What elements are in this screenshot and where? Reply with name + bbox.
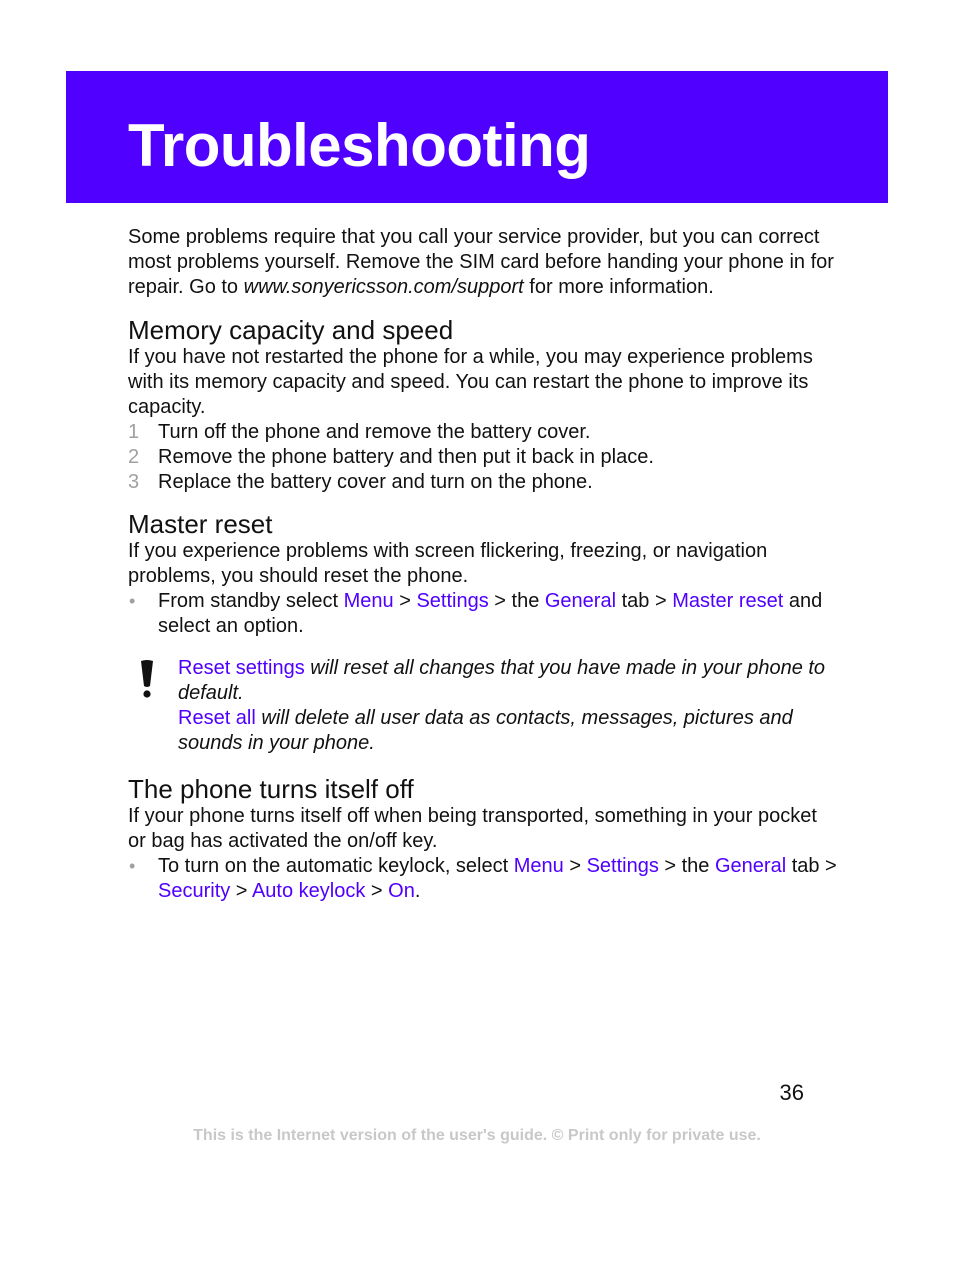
bullet-text: tab > <box>786 855 837 877</box>
step-item <box>128 470 838 495</box>
step-text: Turn off the phone and remove the battery cover. <box>158 421 591 443</box>
intro-text-after: for more information. <box>523 276 714 298</box>
settings-link: Settings <box>586 855 659 877</box>
turns-off-heading: The phone turns itself off <box>128 774 414 804</box>
list-item <box>128 854 838 904</box>
reset-all-link: Reset all <box>178 707 256 729</box>
bullet-text: and select an option. <box>158 590 823 637</box>
note-reset-all <box>178 706 838 756</box>
general-link: General <box>714 855 787 877</box>
master-reset-link: Master reset <box>672 590 784 612</box>
step-item <box>128 420 838 445</box>
general-link: General <box>544 590 617 612</box>
turns-off-bullets <box>128 854 838 904</box>
title-banner <box>66 71 888 203</box>
security-link: Security <box>158 880 231 902</box>
bullet-glyph: • <box>129 591 136 611</box>
turns-off-section <box>128 774 838 904</box>
master-reset-heading: Master reset <box>128 509 273 539</box>
step-text: Remove the phone battery and then put it back in place. <box>158 446 654 468</box>
page-title: Troubleshooting <box>128 112 591 179</box>
turns-off-body: If your phone turns itself off when being transported, something in your pocket or bag has activated the on/off key. <box>128 805 817 852</box>
note-text: will delete all user data as contacts, messages, pictures and sounds in your phone. <box>178 707 793 754</box>
intro-paragraph <box>128 225 838 300</box>
menu-link: Menu <box>513 855 564 877</box>
step-number: 2 <box>128 446 140 468</box>
reset-settings-link: Reset settings <box>178 657 305 679</box>
master-reset-body: If you experience problems with screen flickering, freezing, or navigation problems, you should reset the phone. <box>128 540 768 587</box>
memory-section <box>128 315 838 495</box>
footer-notice: This is the Internet version of the user's guide. © Print only for private use. <box>193 1127 761 1144</box>
bullet-text: tab > <box>616 590 673 612</box>
list-item <box>128 589 838 639</box>
memory-body: If you have not restarted the phone for a while, you may experience problems with its memory capacity and speed. You can restart the phone to improve its capacity. <box>128 346 813 418</box>
step-number: 1 <box>128 421 140 443</box>
separator: > <box>230 880 252 902</box>
bullet-text: > the <box>488 590 545 612</box>
separator: > <box>365 880 389 902</box>
note-reset-settings <box>178 656 838 706</box>
note-box <box>128 656 838 756</box>
support-url: www.sonyericsson.com/support <box>243 276 524 298</box>
bullet-text: To turn on the automatic keylock, select <box>158 855 514 877</box>
bullet-text: > the <box>658 855 715 877</box>
bullet-glyph: • <box>129 856 136 876</box>
menu-link: Menu <box>343 590 394 612</box>
memory-steps <box>128 420 838 495</box>
page-number: 36 <box>779 1080 804 1105</box>
exclamation-icon <box>138 659 156 699</box>
note-text: will reset all changes that you have made in your phone to default. <box>178 657 826 704</box>
bullet-text: From standby select <box>158 590 344 612</box>
step-item <box>128 445 838 470</box>
memory-heading: Memory capacity and speed <box>128 315 454 345</box>
separator: > <box>563 855 587 877</box>
step-text: Replace the battery cover and turn on the phone. <box>158 471 593 493</box>
step-number: 3 <box>128 471 140 493</box>
auto-keylock-link: Auto keylock <box>251 880 366 902</box>
on-link: On <box>388 880 415 902</box>
bullet-text: . <box>414 880 421 902</box>
master-reset-bullets <box>128 589 838 639</box>
page-content <box>128 225 838 904</box>
separator: > <box>393 590 417 612</box>
settings-link: Settings <box>416 590 489 612</box>
intro-text-before: Some problems require that you call your service provider, but you can correct most problems yourself. Remove the SIM card before handing your phone in for repair. Go to <box>128 226 834 298</box>
master-reset-section <box>128 509 838 756</box>
